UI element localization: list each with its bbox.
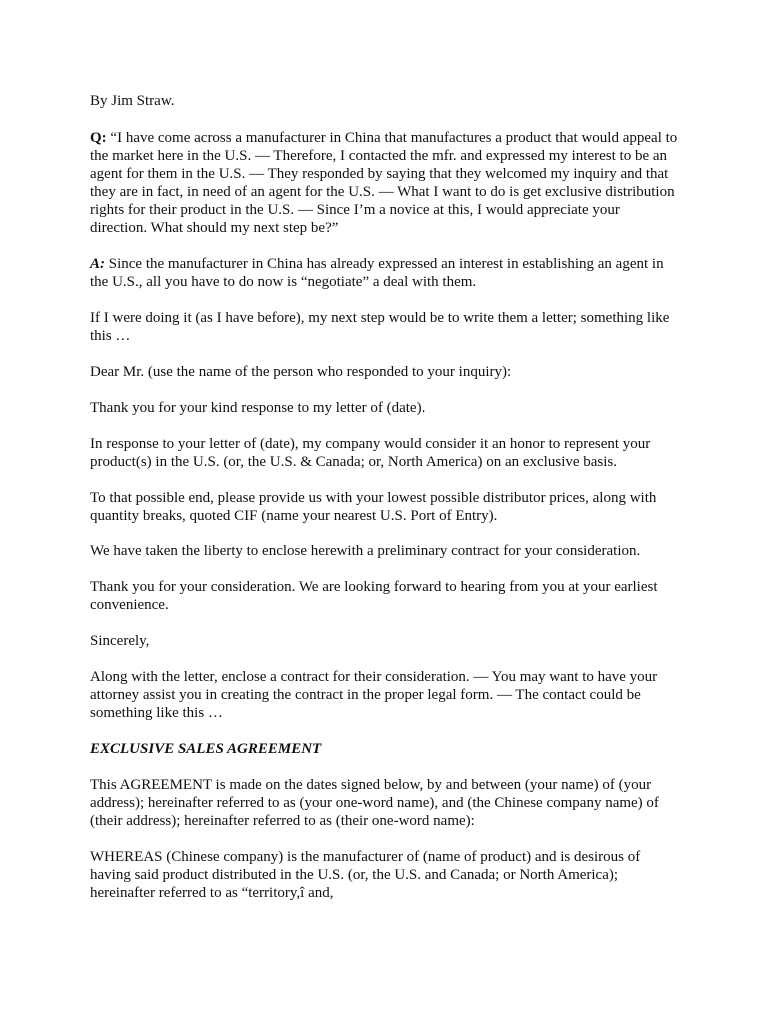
- agreement-heading: EXCLUSIVE SALES AGREEMENT: [90, 741, 322, 757]
- letter-thanks-consideration: Thank you for your consideration. We are looking forward to hearing from you at your earliest convenience.: [90, 579, 658, 613]
- letter-honor-paragraph: In response to your letter of (date), my company would consider it an honor to represent your product(s) in the U.S. (or, the U.S. & Canada; or, North America) on an exclusive basis.: [90, 436, 651, 470]
- agreement-whereas-paragraph: WHEREAS (Chinese company) is the manufacturer of (name of product) and is desirous of having said product distributed in the U.S. (or, the U.S. and Canada; or North America); hereinafter referred to as “territory,î and,: [90, 849, 641, 901]
- letter-enclose-paragraph: We have taken the liberty to enclose herewith a preliminary contract for your consideration.: [90, 543, 641, 559]
- question-label: Q:: [90, 130, 107, 146]
- byline: By Jim Straw.: [90, 93, 175, 109]
- answer-paragraph: [90, 255, 680, 291]
- answer-text: Since the manufacturer in China has already expressed an interest in establishing an agent in the U.S., all you have to do now is “negotiate” a deal with them.: [90, 256, 664, 290]
- letter-salutation: Dear Mr. (use the name of the person who responded to your inquiry):: [90, 364, 512, 380]
- letter-signoff: Sincerely,: [90, 633, 150, 649]
- letter-prices-paragraph: To that possible end, please provide us with your lowest possible distributor prices, along with quantity breaks, quoted CIF (name your nearest U.S. Port of Entry).: [90, 490, 657, 524]
- contract-intro-paragraph: Along with the letter, enclose a contract for their consideration. — You may want to have your attorney assist you in creating the contract in the proper legal form. — The contact could be something like this …: [90, 669, 658, 721]
- agreement-parties-paragraph: This AGREEMENT is made on the dates signed below, by and between (your name) of (your address); hereinafter referred to as (your one-word name), and (the Chinese company name) of (their address); hereinafter referred to as (their one-word name):: [90, 777, 659, 829]
- question-text: “I have come across a manufacturer in China that manufactures a product that would appeal to the market here in the U.S. — Therefore, I contacted the mfr. and expressed my interest to be an agent for them in the U.S. — They responded by saying that they welcomed my inquiry and that they are in fact, in need of an agent for the U.S. — What I want to do is get exclusive distribution rights for their product in the U.S. — Since I’m a novice at this, I would appreciate your direction. What should my next step be?”: [90, 130, 678, 236]
- answer-label: A:: [90, 256, 105, 272]
- letter-thanks-response: Thank you for your kind response to my letter of (date).: [90, 400, 426, 416]
- next-step-paragraph: If I were doing it (as I have before), my next step would be to write them a letter; something like this …: [90, 310, 670, 344]
- question-paragraph: [90, 129, 680, 237]
